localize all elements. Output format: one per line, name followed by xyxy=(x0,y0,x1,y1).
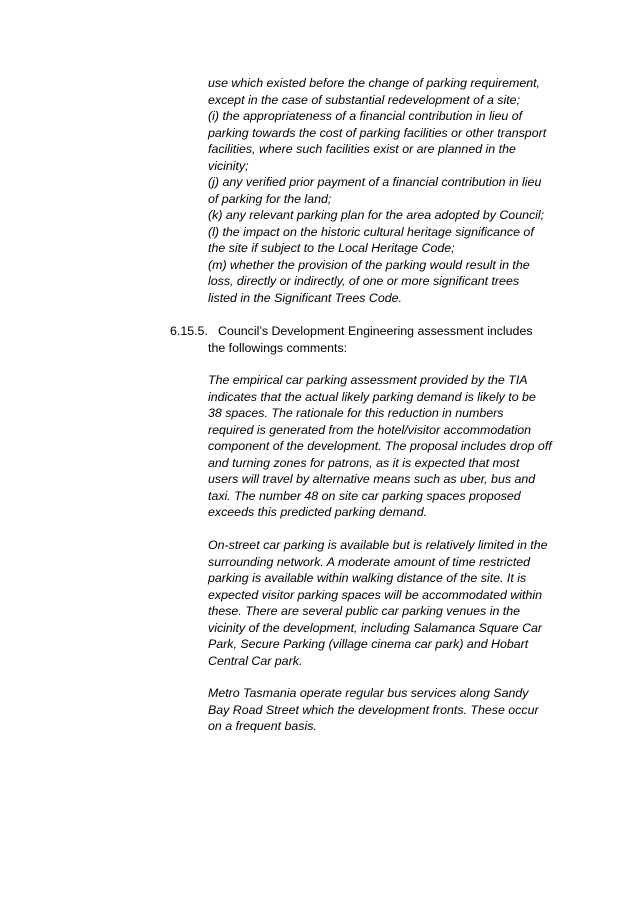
paragraph-line: 38 spaces. The rationale for this reduction in numbers xyxy=(208,406,504,420)
paragraph-line: On-street car parking is available but is relatively limited in the xyxy=(208,538,548,552)
paragraph-line: on a frequent basis. xyxy=(208,719,317,733)
section-number: 6.15.5. xyxy=(170,324,208,338)
criteria-line: of parking for the land; xyxy=(208,191,332,206)
paragraph-line: Bay Road Street which the development fronts. These occur xyxy=(208,702,539,717)
paragraph-line: Central Car park. xyxy=(208,653,303,668)
paragraph-line: expected visitor parking spaces will be accommodated within xyxy=(208,587,543,602)
paragraph-line: and turning zones for patrons, as it is expected that most xyxy=(208,455,520,470)
criteria-line: the site if subject to the Local Heritage Code; xyxy=(208,241,455,255)
paragraph-line: Park, Secure Parking (village cinema car park) and Hobart xyxy=(208,637,529,651)
paragraph-line: component of the development. The proposal includes drop off xyxy=(208,439,552,453)
paragraph-line: surrounding network. A moderate amount of time restricted xyxy=(208,554,531,569)
paragraph-line: vicinity of the development, including Salamanca Square Car xyxy=(208,620,543,635)
criteria-item-k: (k) any relevant parking plan for the area adopted by Council; xyxy=(208,208,545,222)
paragraph-line: The empirical car parking assessment provided by the TIA xyxy=(208,373,528,387)
criteria-item-j: (j) any verified prior payment of a financial contribution in lieu xyxy=(208,175,542,189)
paragraph-line: parking is available within walking distance of the site. It is xyxy=(208,571,527,585)
section-heading-line: Council’s Development Engineering assessment includes xyxy=(218,324,533,338)
paragraph-line: required is generated from the hotel/visitor accommodation xyxy=(208,422,532,437)
paragraph-line: taxi. The number 48 on site car parking spaces proposed xyxy=(208,488,521,503)
criteria-line: parking towards the cost of parking facilities or other transport xyxy=(208,125,547,140)
paragraph-line: Metro Tasmania operate regular bus services along Sandy xyxy=(208,686,529,700)
criteria-line: facilities, where such facilities exist or are planned in the xyxy=(208,142,516,156)
criteria-line: except in the case of substantial redevelopment of a site; xyxy=(208,92,521,107)
paragraph-line: indicates that the actual likely parking demand is likely to be xyxy=(208,389,536,404)
paragraph-line: these. There are several public car parking venues in the xyxy=(208,604,521,618)
criteria-line: vicinity; xyxy=(208,158,249,173)
criteria-item-l: (l) the impact on the historic cultural heritage significance of xyxy=(208,224,534,239)
paragraph-line: users will travel by alternative means such as uber, bus and xyxy=(208,472,536,486)
paragraph-line: exceeds this predicted parking demand. xyxy=(208,505,428,519)
criteria-item-i: (i) the appropriateness of a financial contribution in lieu of xyxy=(208,109,523,123)
section-heading-line: the followings comments: xyxy=(208,340,348,355)
criteria-line: listed in the Significant Trees Code. xyxy=(208,290,402,305)
criteria-line: loss, directly or indirectly, of one or more significant trees xyxy=(208,274,520,288)
criteria-line: use which existed before the change of parking requirement, xyxy=(208,76,540,90)
criteria-item-m: (m) whether the provision of the parking would result in the xyxy=(208,257,530,272)
